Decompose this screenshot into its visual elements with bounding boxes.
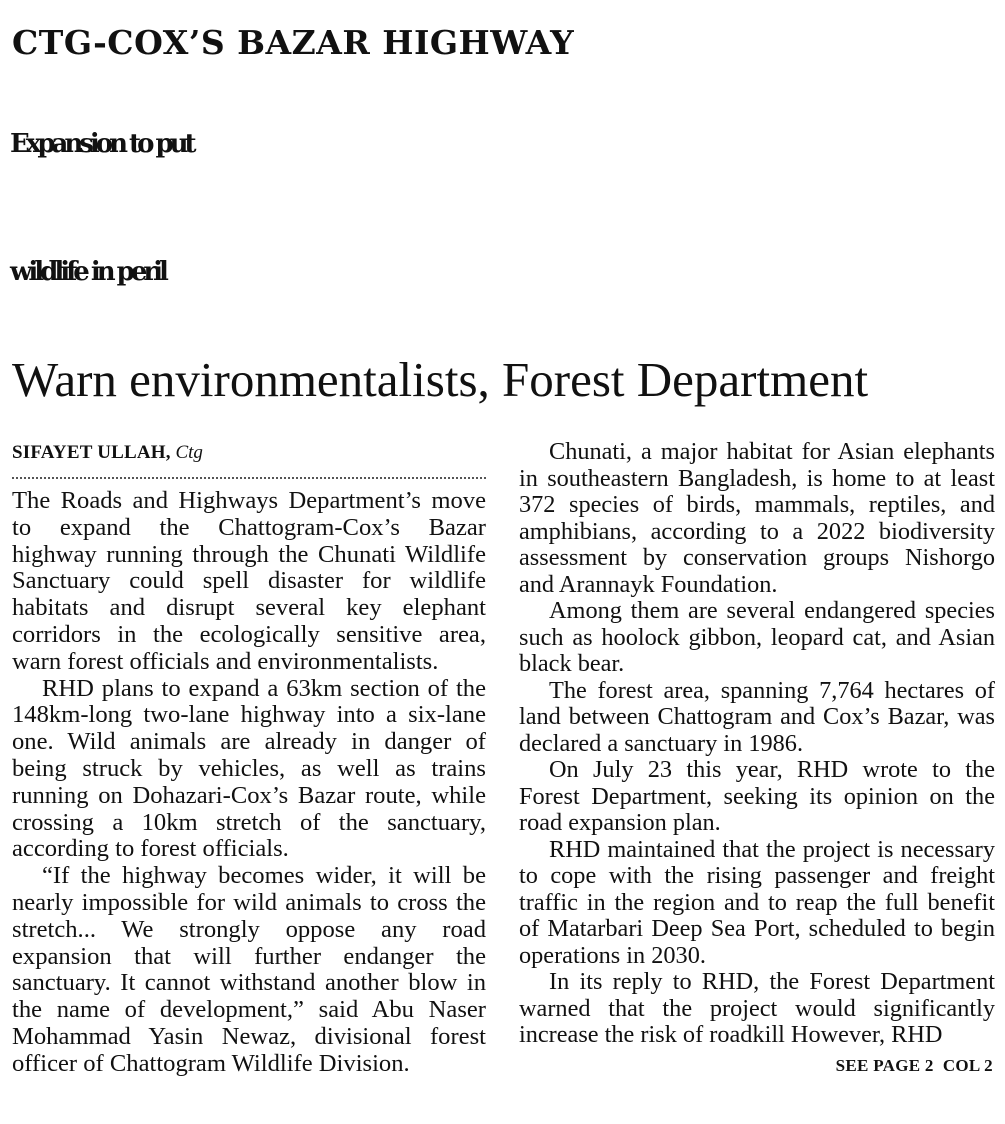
byline xyxy=(12,442,203,464)
paragraph: RHD plans to expand a 63km section of the 148km-long two-lane highway into a six-lane one. Wild animals are already in danger of being struck by vehicles, as well as trains running on Dohazari-Cox’s Bazar route, while crossing a 10km stretch of the sanctuary, according to forest officials. xyxy=(12,674,486,863)
byline-divider xyxy=(12,477,486,479)
continued-jump-line: SEE PAGE 2 COL 2 xyxy=(835,1056,993,1075)
paragraph: In its reply to RHD, the Forest Department warned that the project would significantly increase the risk of roadkill However, RHD xyxy=(519,968,995,1048)
article-column-1 xyxy=(12,488,486,1078)
paragraph: “If the highway becomes wider, it will be nearly impossible for wild animals to cross the stretch... We strongly oppose any road expansion that will further endanger the sanctuary. It cannot withstand another blow in the name of development,” said Abu Naser Mohammad Yasin Newaz, divisional forest officer of Chattogram Wildlife Division. xyxy=(12,862,486,1077)
headline xyxy=(10,80,1000,336)
subheadline: Warn environmentalists, Forest Department xyxy=(12,352,869,407)
headline-line-1: Expansion to put xyxy=(10,129,193,159)
article-column-2 xyxy=(519,439,995,1049)
kicker: CTG-COX’S BAZAR HIGHWAY xyxy=(12,23,575,62)
paragraph: RHD maintained that the project is necessary to cope with the rising passenger and freight traffic in the region and to reap the full benefit of Matarbari Deep Sea Port, scheduled to begin operations in 2030. xyxy=(519,835,995,969)
byline-location: Ctg xyxy=(175,442,203,463)
paragraph: On July 23 this year, RHD wrote to the Forest Department, seeking its opinion on the road expansion plan. xyxy=(519,756,995,836)
paragraph: Among them are several endangered species such as hoolock gibbon, leopard cat, and Asian black bear. xyxy=(519,597,995,677)
paragraph: The Roads and Highways Department’s move to expand the Chattogram-Cox’s Bazar highway running through the Chunati Wildlife Sanctuary could spell disaster for wildlife habitats and disrupt several key elephant corridors in the ecologically sensitive area, warn forest officials and environmentalists. xyxy=(12,487,486,675)
paragraph: Chunati, a major habitat for Asian elephants in southeastern Bangladesh, is home to at least 372 species of birds, mammals, reptiles, and amphibians, according to a 2022 biodiversity assessment by conservation groups Nishorgo and Arannayk Foundation. xyxy=(519,438,995,598)
byline-author: SIFAYET ULLAH, xyxy=(12,442,171,463)
headline-line-2: wildlife in peril xyxy=(10,257,165,287)
paragraph: The forest area, spanning 7,764 hectares of land between Chattogram and Cox’s Bazar, was declared a sanctuary in 1986. xyxy=(519,676,995,757)
